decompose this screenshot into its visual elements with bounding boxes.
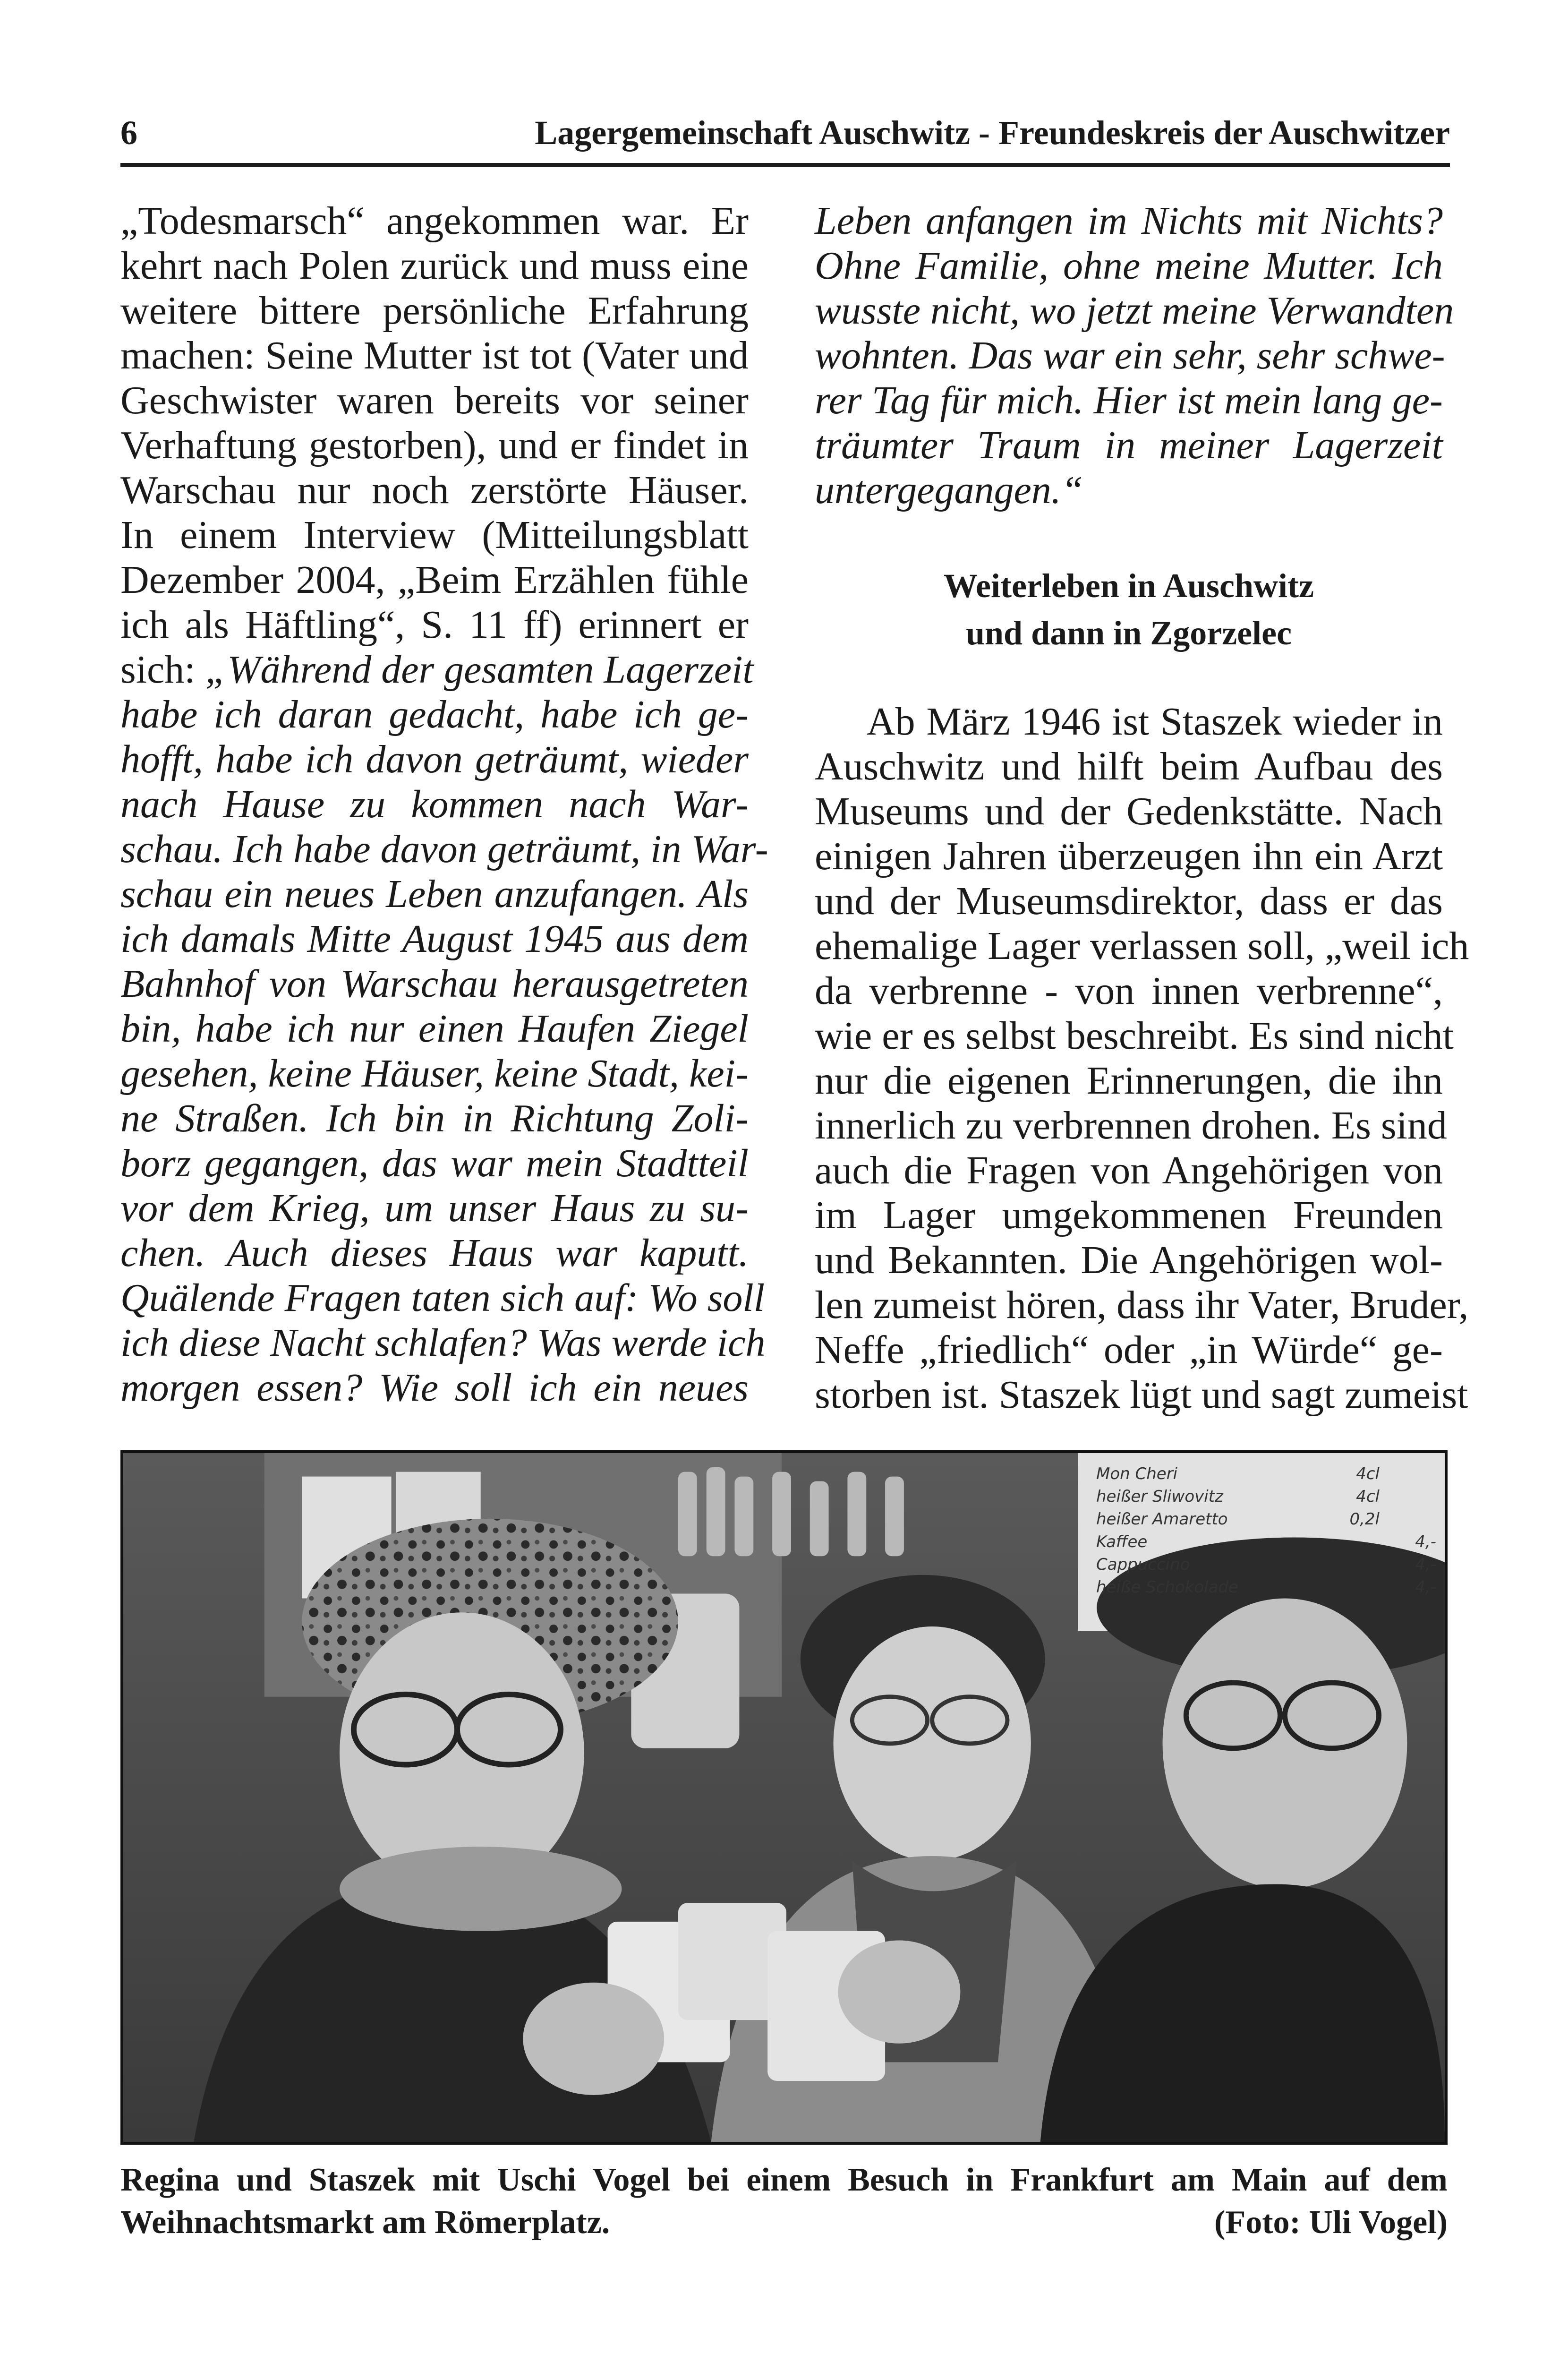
quote-line: gesehen, keine Häuser, keine Stadt, kei- bbox=[120, 1052, 749, 1095]
quote-line: Ohne Familie, ohne meine Mutter. Ich bbox=[815, 244, 1443, 288]
text-line: Neffe „friedlich“ oder „in Würde“ ge- bbox=[815, 1328, 1443, 1372]
photo-caption: Regina und Staszek mit Uschi Vogel bei einem Besuch in Frankfurt am Main auf dem bbox=[120, 2162, 1448, 2198]
text-segment: sich: bbox=[120, 648, 205, 692]
right-column bbox=[815, 198, 1469, 1417]
text-line: und Bekannten. Die Angehörigen wol- bbox=[815, 1238, 1443, 1282]
text-line: auch die Fragen von Angehörigen von bbox=[815, 1148, 1443, 1192]
price-row: heißer Sliwovitz 4cl bbox=[1096, 1487, 1380, 1506]
text-line: weitere bittere persönliche Erfahrung bbox=[120, 289, 749, 333]
running-title: Lagergemeinschaft Auschwitz - Freundeskreis der Auschwitzer bbox=[535, 114, 1450, 152]
page-number: 6 bbox=[120, 114, 137, 152]
quote-line: wohnten. Das war ein sehr, sehr schwe- bbox=[815, 334, 1445, 377]
text-line: einigen Jahren überzeugen ihn ein Arzt bbox=[815, 834, 1443, 878]
text-line: innerlich zu verbrennen drohen. Es sind bbox=[815, 1104, 1447, 1147]
quote-line: morgen essen? Wie soll ich ein neues bbox=[120, 1366, 749, 1410]
quote-line: Leben anfangen im Nichts mit Nichts? bbox=[815, 199, 1443, 243]
text-line: Warschau nur noch zerstörte Häuser. bbox=[120, 468, 749, 512]
scarf-left bbox=[340, 1847, 622, 1931]
price-row: Cappuccino 4,- bbox=[1096, 1555, 1436, 1574]
text-line: „Todesmarsch“ angekommen war. Er bbox=[120, 199, 749, 243]
text-line: und der Museumsdirektor, dass er das bbox=[815, 879, 1443, 923]
text-line: da verbrenne - von innen verbrenne“, bbox=[815, 969, 1443, 1013]
section-heading-line: Weiterleben in Auschwitz bbox=[944, 567, 1314, 605]
section-heading-line: und dann in Zgorzelec bbox=[965, 614, 1292, 652]
quote-line: ne Straßen. Ich bin in Richtung Zoli- bbox=[120, 1096, 749, 1140]
text-line: storben ist. Staszek lügt und sagt zumeist bbox=[815, 1373, 1468, 1417]
photo-credit: (Foto: Uli Vogel) bbox=[1214, 2204, 1448, 2241]
text-line: wie er es selbst beschreibt. Es sind nicht bbox=[815, 1014, 1454, 1058]
text-line: ich als Häftling“, S. 11 ff) erinnert er bbox=[120, 603, 749, 647]
text-line bbox=[120, 647, 754, 692]
price-row: Kaffee 4,- bbox=[1096, 1532, 1436, 1551]
quote-line: habe ich daran gedacht, habe ich ge- bbox=[120, 693, 749, 736]
quote-line: hofft, habe ich davon geträumt, wieder bbox=[120, 737, 749, 781]
quote-line: vor dem Krieg, um unser Haus zu su- bbox=[120, 1186, 749, 1230]
text-line: Dezember 2004, „Beim Erzählen fühle bbox=[120, 558, 749, 602]
quote-line: chen. Auch dieses Haus war kaputt. bbox=[120, 1231, 749, 1275]
header-rule bbox=[120, 163, 1450, 167]
text-line: machen: Seine Mutter ist tot (Vater und bbox=[120, 334, 749, 377]
quote-line: untergegangen.“ bbox=[815, 468, 1083, 512]
text-line: ehemalige Lager verlassen soll, „weil ich bbox=[815, 924, 1469, 968]
text-line: len zumeist hören, dass ihr Vater, Bruder, bbox=[815, 1283, 1469, 1327]
section-heading bbox=[815, 562, 1443, 657]
caption-text: Weihnachtsmarkt am Römerplatz. bbox=[120, 2204, 610, 2241]
quote-line: träumter Traum in meiner Lagerzeit bbox=[815, 423, 1443, 467]
quote-start: „Während der gesamten Lagerzeit bbox=[205, 648, 754, 692]
quote-line: schau. Ich habe davon geträumt, in War- bbox=[120, 827, 768, 871]
quote-line: rer Tag für mich. Hier ist mein lang ge- bbox=[815, 378, 1443, 422]
text-line: Ab März 1946 ist Staszek wieder in bbox=[867, 700, 1443, 744]
face-center bbox=[834, 1626, 1031, 1861]
text-line: Verhaftung gestorben), und er findet in bbox=[120, 423, 749, 467]
text-line: Geschwister waren bereits vor seiner bbox=[120, 378, 749, 422]
text-line: nur die eigenen Erinnerungen, die ihn bbox=[815, 1059, 1443, 1103]
quote-line: bin, habe ich nur einen Haufen Ziegel bbox=[120, 1007, 749, 1051]
face-right bbox=[1163, 1598, 1407, 1889]
quote-line: ich diese Nacht schlafen? Was werde ich bbox=[120, 1321, 766, 1365]
hand bbox=[838, 1941, 961, 2044]
quote-line: nach Hause zu kommen nach War- bbox=[120, 782, 749, 826]
left-column bbox=[120, 198, 768, 1410]
price-row: heiße Schokolade 4,- bbox=[1096, 1578, 1436, 1597]
quote-line: Bahnhof von Warschau herausgetreten bbox=[120, 962, 749, 1006]
quote-line: ich damals Mitte August 1945 aus dem bbox=[120, 917, 749, 961]
hand bbox=[523, 1983, 664, 2095]
quote-line: wusste nicht, wo jetzt meine Verwandten bbox=[815, 289, 1454, 333]
text-line: In einem Interview (Mitteilungsblatt bbox=[120, 513, 749, 557]
price-board-text bbox=[1096, 1463, 1436, 1599]
price-row: heißer Amaretto 0,2l bbox=[1096, 1510, 1380, 1529]
text-line: Auschwitz und hilft beim Aufbau des bbox=[815, 745, 1443, 788]
price-row: Mon Cheri 4cl bbox=[1096, 1464, 1380, 1483]
text-line: im Lager umgekommenen Freunden bbox=[815, 1193, 1443, 1237]
photo-caption bbox=[120, 2201, 1448, 2244]
quote-line: schau ein neues Leben anzufangen. Als bbox=[120, 872, 749, 916]
quote-line: Quälende Fragen taten sich auf: Wo soll bbox=[120, 1276, 765, 1320]
text-line: kehrt nach Polen zurück und muss eine bbox=[120, 244, 749, 288]
text-line: Museums und der Gedenkstätte. Nach bbox=[815, 789, 1443, 833]
quote-line: borz gegangen, das war mein Stadtteil bbox=[120, 1141, 749, 1185]
christmas-market-photo bbox=[120, 1450, 1448, 2145]
